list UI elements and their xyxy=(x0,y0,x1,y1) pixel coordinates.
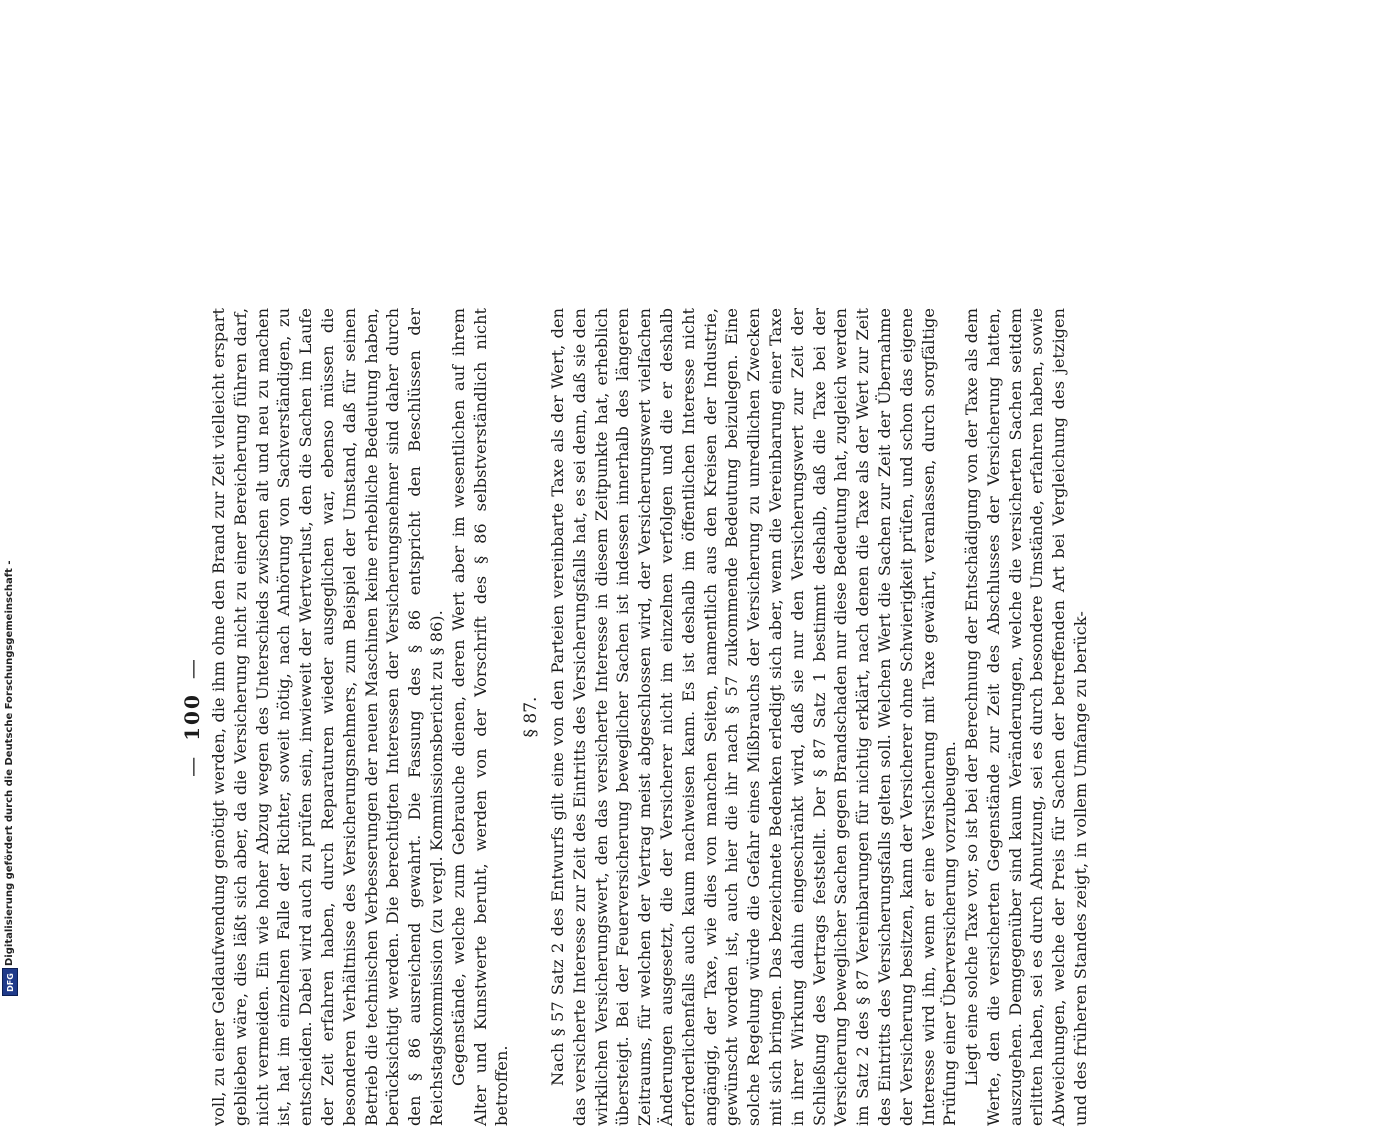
page-header xyxy=(178,308,208,1126)
book-page xyxy=(178,288,1218,1128)
paragraph: Liegt eine solche Taxe vor, so ist bei der Berechnung der Entschädigung von der Taxe als dem Werte, den die versicherten Gegenstände zur Zeit des Abschlusses der Versicherung hatten, auszugehen. Demgegenüber sind kaum Veränderungen, welche die versicherten Sachen seitdem erlitten haben, sei es durch Abnutzung, sei es durch besondere Umstände, erfahren haben, sowie Abweichungen, welche der Preis für Sachen der betreffenden Art bei Vergleichung des jetzigen und des früheren Standes zeigt, in vollem Umfange zu berück- xyxy=(962,308,1091,1126)
paragraph: Nach § 57 Satz 2 des Entwurfs gilt eine von den Parteien vereinbarte Taxe als der Wert, den das versicherte Interesse zur Zeit des Eintritts des Versicherungsfalls hat, es sei denn, daß sie den wirklichen Versicherungswert, den das versicherte Interesse in diesem Zeitpunkte hat, erheblich übersteigt. Bei der Feuerversicherung beweglicher Sachen ist indessen innerhalb des längeren Zeitraums, für welchen der Vertrag meist abgeschlossen wird, der Versicherungswert vielfachen Änderungen ausgesetzt, die der Versicherer nicht im einzelnen verfolgen und die er deshalb erforderlichenfalls auch kaum nachweisen kann. Es ist deshalb im öffentlichen Interesse nicht angängig, der Taxe, wie dies von manchen Seiten, namentlich aus den Kreisen der Industrie, gewünscht worden ist, auch hier die ihr nach § 57 zukommende Bedeutung beizulegen. Eine solche Regelung würde die Gefahr eines Mißbrauchs der Versicherung zu unredlichen Zwecken mit sich bringen. Das bezeichnete Bedenken erledigt sich aber, wenn die Vereinbarung einer Taxe in ihrer Wirkung dahin eingeschränkt wird, daß sie nur den Versicherungswert zur Zeit der Schließung des Vertrags feststellt. Der § 87 Satz 1 bestimmt deshalb, daß die Taxe bei der Versicherung beweglicher Sachen gegen Brandschaden nur diese Bedeutung hat, zugleich werden im Satz 2 des § 87 Vereinbarungen für nichtig erklärt, nach denen die Taxe als der Wert zur Zeit des Eintritts des Versicherungsfalls gelten soll. Welchen Wert die Sachen zur Zeit der Übernahme der Versicherung besitzen, kann der Versicherer ohne Schwierigkeit prüfen, und schon das eigene Interesse wird ihn, wenn er eine Versicherung mit Taxe gewährt, veranlassen, durch sorgfältige Prüfung einer Überversicherung vorzubeugen. xyxy=(547,308,960,1126)
header-dash-left: — xyxy=(180,754,205,777)
digitisation-credit xyxy=(0,0,20,1000)
page-number: 100 xyxy=(180,693,205,741)
paragraph: Gegenstände, welche zum Gebrauche dienen, deren Wert aber im wesentlichen auf ihrem Alter und Kunstwerte beruht, werden von der Vorschrift des § 86 selbstverständlich nicht betroffen. xyxy=(448,308,512,1126)
paragraph: voll, zu einer Geldaufwendung genötigt werden, die ihm ohne den Brand zur Zeit vielleicht erspart geblieben wäre, dies läßt sich aber, da die Versicherung nicht zu einer Bereicherung führen darf, nicht vermeiden. Ein wie hoher Abzug wegen des Unterschieds zwischen alt und neu zu machen ist, hat im einzelnen Falle der Richter, soweit nötig, nach Anhörung von Sachverständigen, zu entscheiden. Dabei wird auch zu prüfen sein, inwieweit der Wertverlust, den die Sachen im Laufe der Zeit erfahren haben, durch Reparaturen wieder ausgeglichen war, ebenso müssen die besonderen Verhältnisse des Versicherungsnehmers, zum Beispiel der Umstand, daß für seinen Betrieb die technischen Verbesserungen der neuen Maschinen keine erhebliche Bedeutung haben, berücksichtigt werden. Die berechtigten Interessen der Versicherungsnehmer sind daher durch den § 86 ausreichend gewahrt. Die Fassung des § 86 entspricht den Beschlüssen der Reichstagskommission (zu vergl. Kommissionsbericht zu § 86). xyxy=(209,308,446,1126)
credit-text: Digitalisierung gefördert durch die Deutsche Forschungsgemeinschaft - xyxy=(4,560,15,966)
dfg-logo xyxy=(2,968,18,996)
dfg-logo-label: DFG xyxy=(5,972,15,992)
header-dash-right: — xyxy=(180,657,205,680)
section-title: § 87. xyxy=(521,696,542,738)
